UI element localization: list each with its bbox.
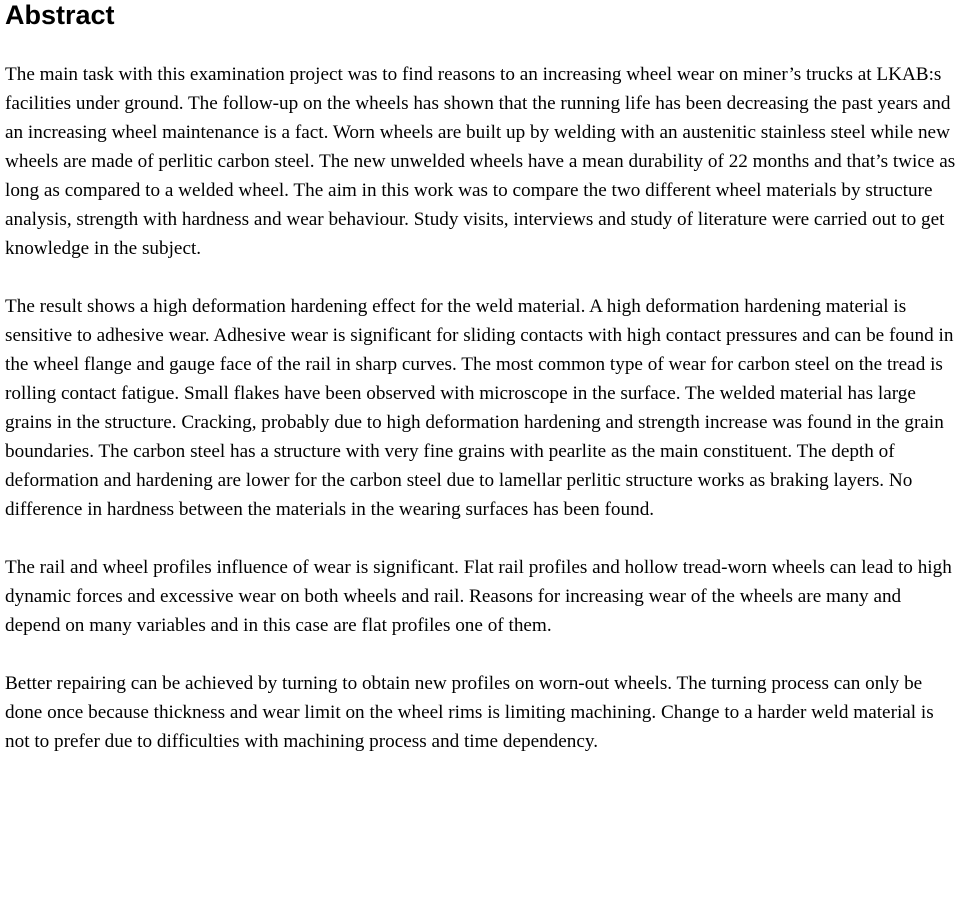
paragraph-results: The result shows a high deformation hardening effect for the weld material. A high deformation hardening material is sensitive to adhesive wear. Adhesive wear is significant for sliding contacts with high contact pressures and can be found in the wheel flange and gauge face of the rail in sharp curves. The most common type of wear for carbon steel on the tread is rolling contact fatigue. Small flakes have been observed with microscope in the surface. The welded material has large grains in the structure. Cracking, probably due to high deformation hardening and strength increase was found in the grain boundaries. The carbon steel has a structure with very fine grains with pearlite as the main constituent. The depth of deformation and hardening are lower for the carbon steel due to lamellar perlitic structure works as braking layers. No difference in hardness between the materials in the wearing surfaces has been found. — [5, 296, 954, 520]
paragraph-task-description: The main task with this examination project was to find reasons to an increasing wheel wear on miner’s trucks at LKAB:s facilities under ground. The follow-up on the wheels has shown that the running life has been decreasing the past years and an increasing wheel maintenance is a fact. Worn wheels are built up by welding with an austenitic stainless steel while new wheels are made of perlitic carbon steel. The new unwelded wheels have a mean durability of 22 months and that’s twice as long as compared to a welded wheel. The aim in this work was to compare the two different wheel materials by structure analysis, strength with hardness and wear behaviour. Study visits, interviews and study of literature were carried out to get knowledge in the subject. — [5, 64, 956, 259]
paragraph-repairing: Better repairing can be achieved by turning to obtain new profiles on worn-out wheels. The turning process can only be done once because thickness and wear limit on the wheel rims is limiting machining. Change to a harder weld material is not to prefer due to difficulties with machining process and time dependency. — [5, 673, 934, 752]
abstract-heading: Abstract — [5, 0, 115, 30]
paragraph-profiles: The rail and wheel profiles influence of wear is significant. Flat rail profiles and hollow tread-worn wheels can lead to high dynamic forces and excessive wear on both wheels and rail. Reasons for increasing wear of the wheels are many and depend on many variables and in this case are flat profiles one of them. — [5, 557, 952, 636]
